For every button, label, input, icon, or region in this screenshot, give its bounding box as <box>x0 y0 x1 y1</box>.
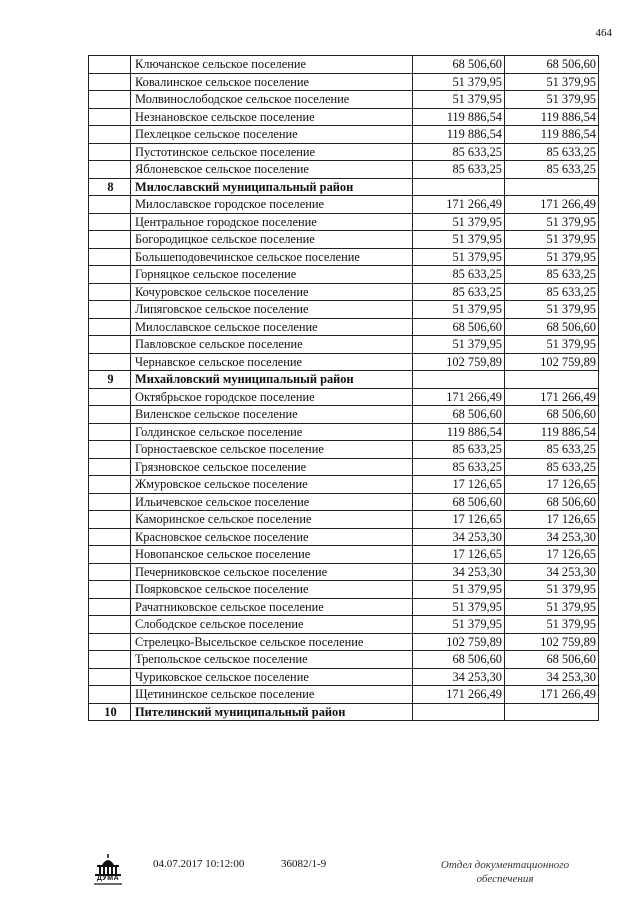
settlement-name-cell: Октябрьское городское поселение <box>131 388 413 406</box>
amount-cell-2: 51 379,95 <box>505 336 599 354</box>
settlement-name-cell: Стрелецко-Высельское сельское поселение <box>131 633 413 651</box>
amount-cell-1 <box>413 371 505 389</box>
page-footer <box>0 853 640 893</box>
settlement-name-cell: Богородицкое сельское поселение <box>131 231 413 249</box>
row-number-cell <box>89 126 131 144</box>
settlement-name-cell: Трепольское сельское поселение <box>131 651 413 669</box>
settlement-name-cell: Голдинское сельское поселение <box>131 423 413 441</box>
settlement-row <box>89 546 599 564</box>
amount-cell-2: 51 379,95 <box>505 213 599 231</box>
settlement-name-cell: Рачатниковское сельское поселение <box>131 598 413 616</box>
settlement-row <box>89 248 599 266</box>
settlement-name-cell: Горняцкое сельское поселение <box>131 266 413 284</box>
row-number-cell <box>89 651 131 669</box>
amount-cell-2: 68 506,60 <box>505 318 599 336</box>
settlement-row <box>89 283 599 301</box>
district-row <box>89 703 599 721</box>
row-number-cell <box>89 616 131 634</box>
amount-cell-2: 51 379,95 <box>505 581 599 599</box>
row-number-cell <box>89 633 131 651</box>
amount-cell-2: 17 126,65 <box>505 476 599 494</box>
settlement-name-cell: Большеподовечинское сельское поселение <box>131 248 413 266</box>
row-number-cell <box>89 563 131 581</box>
settlement-row <box>89 598 599 616</box>
amount-cell-1: 51 379,95 <box>413 598 505 616</box>
row-number-cell: 8 <box>89 178 131 196</box>
amount-cell-1: 85 633,25 <box>413 161 505 179</box>
row-number-cell <box>89 318 131 336</box>
amount-cell-1: 34 253,30 <box>413 528 505 546</box>
settlement-name-cell: Ильичевское сельское поселение <box>131 493 413 511</box>
settlement-name-cell: Слободское сельское поселение <box>131 616 413 634</box>
row-number-cell <box>89 73 131 91</box>
row-number-cell <box>89 668 131 686</box>
settlement-name-cell: Милославское городское поселение <box>131 196 413 214</box>
amount-cell-2: 68 506,60 <box>505 651 599 669</box>
amount-cell-1: 51 379,95 <box>413 248 505 266</box>
amount-cell-2: 102 759,89 <box>505 633 599 651</box>
row-number-cell <box>89 353 131 371</box>
amount-cell-1: 17 126,65 <box>413 511 505 529</box>
settlement-row <box>89 633 599 651</box>
row-number-cell <box>89 458 131 476</box>
settlement-name-cell: Печерниковское сельское поселение <box>131 563 413 581</box>
amount-cell-1 <box>413 703 505 721</box>
row-number-cell <box>89 476 131 494</box>
row-number-cell <box>89 511 131 529</box>
amount-cell-1: 51 379,95 <box>413 336 505 354</box>
amount-cell-2: 171 266,49 <box>505 196 599 214</box>
amount-cell-1: 51 379,95 <box>413 581 505 599</box>
settlement-name-cell: Виленское сельское поселение <box>131 406 413 424</box>
settlement-row <box>89 126 599 144</box>
settlement-name-cell: Каморинское сельское поселение <box>131 511 413 529</box>
footer-document-code: 36082/1-9 <box>281 858 327 870</box>
amount-cell-1: 85 633,25 <box>413 143 505 161</box>
settlement-name-cell: Милославское сельское поселение <box>131 318 413 336</box>
amount-cell-2: 68 506,60 <box>505 493 599 511</box>
amount-cell-2: 51 379,95 <box>505 598 599 616</box>
settlement-row <box>89 528 599 546</box>
amount-cell-2: 102 759,89 <box>505 353 599 371</box>
settlement-row <box>89 441 599 459</box>
settlement-name-cell: Чернавское сельское поселение <box>131 353 413 371</box>
amount-cell-2: 51 379,95 <box>505 231 599 249</box>
row-number-cell <box>89 161 131 179</box>
amount-cell-1: 68 506,60 <box>413 493 505 511</box>
settlement-row <box>89 336 599 354</box>
row-number-cell <box>89 406 131 424</box>
settlement-row <box>89 91 599 109</box>
amount-cell-1: 68 506,60 <box>413 56 505 74</box>
row-number-cell <box>89 56 131 74</box>
row-number-cell: 10 <box>89 703 131 721</box>
amount-cell-2: 34 253,30 <box>505 563 599 581</box>
settlement-name-cell: Молвинослободское сельское поселение <box>131 91 413 109</box>
row-number-cell <box>89 598 131 616</box>
settlement-name-cell: Красновское сельское поселение <box>131 528 413 546</box>
amount-cell-1: 51 379,95 <box>413 213 505 231</box>
settlement-name-cell: Ключанское сельское поселение <box>131 56 413 74</box>
amount-cell-1: 171 266,49 <box>413 196 505 214</box>
settlement-name-cell: Михайловский муниципальный район <box>131 371 413 389</box>
row-number-cell <box>89 301 131 319</box>
row-number-cell <box>89 336 131 354</box>
amount-cell-1: 102 759,89 <box>413 353 505 371</box>
settlement-name-cell: Чуриковское сельское поселение <box>131 668 413 686</box>
settlement-row <box>89 511 599 529</box>
row-number-cell <box>89 108 131 126</box>
amount-cell-2: 119 886,54 <box>505 108 599 126</box>
row-number-cell <box>89 143 131 161</box>
settlement-name-cell: Горностаевское сельское поселение <box>131 441 413 459</box>
settlement-row <box>89 686 599 704</box>
amount-cell-2: 51 379,95 <box>505 248 599 266</box>
settlement-row <box>89 318 599 336</box>
settlement-row <box>89 213 599 231</box>
settlement-row <box>89 231 599 249</box>
amount-cell-2: 34 253,30 <box>505 528 599 546</box>
row-number-cell <box>89 196 131 214</box>
settlement-name-cell: Милославский муниципальный район <box>131 178 413 196</box>
settlement-name-cell: Жмуровское сельское поселение <box>131 476 413 494</box>
row-number-cell <box>89 528 131 546</box>
amount-cell-1: 85 633,25 <box>413 283 505 301</box>
amount-cell-1: 51 379,95 <box>413 231 505 249</box>
settlement-row <box>89 616 599 634</box>
page-number: 464 <box>595 27 612 39</box>
amount-cell-2: 34 253,30 <box>505 668 599 686</box>
row-number-cell <box>89 423 131 441</box>
amount-cell-1: 51 379,95 <box>413 616 505 634</box>
settlement-row <box>89 423 599 441</box>
amount-cell-2 <box>505 178 599 196</box>
settlement-name-cell: Пехлецкое сельское поселение <box>131 126 413 144</box>
duma-building-icon <box>91 853 125 889</box>
row-number-cell <box>89 388 131 406</box>
amount-cell-2: 51 379,95 <box>505 73 599 91</box>
settlement-name-cell: Ковалинское сельское поселение <box>131 73 413 91</box>
office-stamp <box>430 858 580 886</box>
row-number-cell <box>89 686 131 704</box>
amount-cell-2: 85 633,25 <box>505 283 599 301</box>
settlement-row <box>89 668 599 686</box>
settlement-name-cell: Липяговское сельское поселение <box>131 301 413 319</box>
settlement-row <box>89 108 599 126</box>
amount-cell-2: 17 126,65 <box>505 546 599 564</box>
district-row <box>89 178 599 196</box>
amount-cell-2 <box>505 371 599 389</box>
amount-cell-1: 171 266,49 <box>413 388 505 406</box>
amount-cell-1: 34 253,30 <box>413 668 505 686</box>
amount-cell-1: 68 506,60 <box>413 318 505 336</box>
settlement-row <box>89 406 599 424</box>
settlement-row <box>89 73 599 91</box>
settlement-name-cell: Щетининское сельское поселение <box>131 686 413 704</box>
amount-cell-1 <box>413 178 505 196</box>
amount-cell-1: 51 379,95 <box>413 91 505 109</box>
settlement-name-cell: Новопанское сельское поселение <box>131 546 413 564</box>
amount-cell-1: 102 759,89 <box>413 633 505 651</box>
settlement-name-cell: Павловское сельское поселение <box>131 336 413 354</box>
amount-cell-1: 51 379,95 <box>413 301 505 319</box>
amount-cell-2: 51 379,95 <box>505 91 599 109</box>
settlement-row <box>89 161 599 179</box>
settlement-row <box>89 581 599 599</box>
amount-cell-2: 85 633,25 <box>505 458 599 476</box>
row-number-cell <box>89 266 131 284</box>
row-number-cell <box>89 213 131 231</box>
settlement-name-cell: Пителинский муниципальный район <box>131 703 413 721</box>
settlement-row <box>89 196 599 214</box>
amount-cell-2: 68 506,60 <box>505 406 599 424</box>
amount-cell-2: 85 633,25 <box>505 143 599 161</box>
amount-cell-1: 85 633,25 <box>413 441 505 459</box>
amount-cell-2: 51 379,95 <box>505 301 599 319</box>
settlement-name-cell: Яблоневское сельское поселение <box>131 161 413 179</box>
settlement-row <box>89 388 599 406</box>
amount-cell-1: 34 253,30 <box>413 563 505 581</box>
allocation-table-body <box>89 56 599 721</box>
amount-cell-1: 85 633,25 <box>413 458 505 476</box>
row-number-cell <box>89 493 131 511</box>
row-number-cell <box>89 283 131 301</box>
office-stamp-line-2: обеспечения <box>476 873 534 885</box>
amount-cell-1: 119 886,54 <box>413 423 505 441</box>
settlement-row <box>89 143 599 161</box>
logo-caption: ДУМА <box>96 875 120 882</box>
settlement-row <box>89 266 599 284</box>
amount-cell-2: 119 886,54 <box>505 423 599 441</box>
settlement-name-cell: Поярковское сельское поселение <box>131 581 413 599</box>
settlement-name-cell: Центральное городское поселение <box>131 213 413 231</box>
row-number-cell <box>89 248 131 266</box>
amount-cell-1: 17 126,65 <box>413 476 505 494</box>
settlement-row <box>89 353 599 371</box>
amount-cell-1: 119 886,54 <box>413 108 505 126</box>
amount-cell-2: 85 633,25 <box>505 266 599 284</box>
amount-cell-1: 17 126,65 <box>413 546 505 564</box>
row-number-cell <box>89 546 131 564</box>
settlement-name-cell: Незнановское сельское поселение <box>131 108 413 126</box>
district-row <box>89 371 599 389</box>
amount-cell-1: 85 633,25 <box>413 266 505 284</box>
settlement-name-cell: Пустотинское сельское поселение <box>131 143 413 161</box>
amount-cell-2: 171 266,49 <box>505 686 599 704</box>
amount-cell-2: 85 633,25 <box>505 161 599 179</box>
amount-cell-1: 119 886,54 <box>413 126 505 144</box>
settlement-name-cell: Кочуровское сельское поселение <box>131 283 413 301</box>
settlement-row <box>89 301 599 319</box>
office-stamp-line-1: Отдел документационного <box>440 859 570 871</box>
amount-cell-1: 171 266,49 <box>413 686 505 704</box>
amount-cell-1: 68 506,60 <box>413 406 505 424</box>
row-number-cell: 9 <box>89 371 131 389</box>
row-number-cell <box>89 91 131 109</box>
settlement-row <box>89 651 599 669</box>
settlement-row <box>89 56 599 74</box>
amount-cell-1: 51 379,95 <box>413 73 505 91</box>
amount-cell-2: 119 886,54 <box>505 126 599 144</box>
settlement-row <box>89 563 599 581</box>
row-number-cell <box>89 231 131 249</box>
amount-cell-2 <box>505 703 599 721</box>
amount-cell-2: 68 506,60 <box>505 56 599 74</box>
settlement-row <box>89 493 599 511</box>
allocation-table <box>88 55 599 721</box>
amount-cell-1: 68 506,60 <box>413 651 505 669</box>
settlement-row <box>89 476 599 494</box>
settlement-name-cell: Грязновское сельское поселение <box>131 458 413 476</box>
amount-cell-2: 85 633,25 <box>505 441 599 459</box>
row-number-cell <box>89 441 131 459</box>
settlement-row <box>89 458 599 476</box>
row-number-cell <box>89 581 131 599</box>
amount-cell-2: 171 266,49 <box>505 388 599 406</box>
amount-cell-2: 51 379,95 <box>505 616 599 634</box>
amount-cell-2: 17 126,65 <box>505 511 599 529</box>
footer-datetime: 04.07.2017 10:12:00 <box>153 858 245 870</box>
